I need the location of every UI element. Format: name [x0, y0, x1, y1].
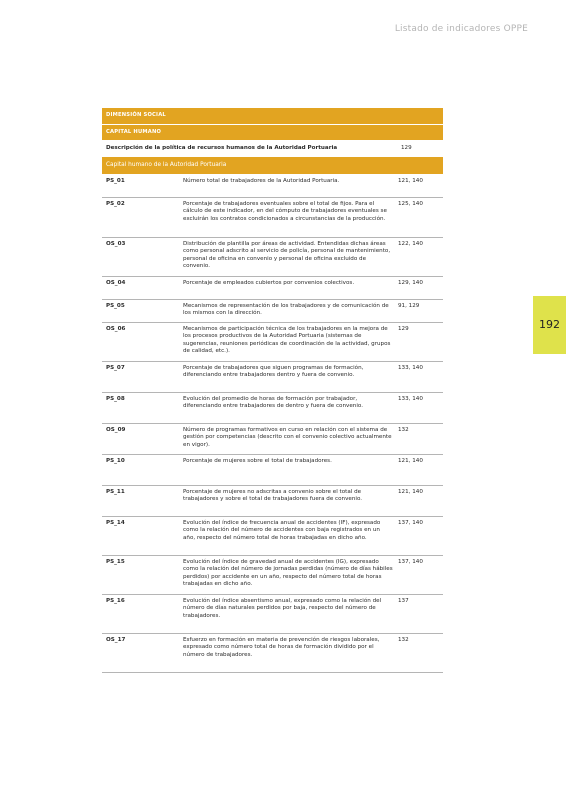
indicator-description: Porcentaje de trabajadores eventuales sobre el total de fijos. Para el cálculo de este indicador, en del cómputo de trabajadores eventuales se excluirán los contratos condicionados a circunstancias de la producción. [183, 201, 387, 222]
table-row [102, 175, 443, 198]
indicator-code: OS_03 [106, 241, 126, 247]
section-header [102, 108, 443, 125]
table-row [102, 455, 443, 486]
indicator-code: PS_02 [106, 201, 125, 207]
indicator-pages: 132 [398, 637, 409, 643]
indicator-description: Evolución del índice de gravedad anual de accidentes (IG), expresado como la relación del número de jornadas perdidas (número de días hábiles perdidos) por accidente en un año, respecto del número total de horas trabajadas en dicho año. [183, 559, 393, 588]
table-row [102, 300, 443, 323]
indicator-pages: 129, 140 [398, 280, 423, 286]
indicator-code: PS_08 [106, 396, 125, 402]
indicator-pages: 121, 140 [398, 489, 423, 495]
indicator-code: OS_09 [106, 427, 126, 433]
table-row [102, 634, 443, 673]
indicator-pages: 133, 140 [398, 396, 423, 402]
indicator-pages: 121, 140 [398, 178, 423, 184]
indicator-pages: 133, 140 [398, 365, 423, 371]
indicator-pages: 91, 129 [398, 303, 420, 309]
indicator-code: OS_04 [106, 280, 126, 286]
indicator-description: Porcentaje de empleados cubiertos por convenios colectivos. [183, 280, 355, 286]
indicator-code: PS_14 [106, 520, 125, 526]
indicator-code: PS_10 [106, 458, 125, 464]
page-number: 192 [539, 318, 560, 331]
indicators-table [102, 108, 443, 673]
description-text: Descripción de la política de recursos humanos de la Autoridad Portuaria [106, 145, 338, 152]
indicator-description: Porcentaje de mujeres sobre el total de trabajadores. [183, 458, 332, 464]
indicator-description: Distribución de plantilla por áreas de actividad. Entendidas dichas áreas como personal adscrito al servicio de policía, personal de mantenimiento, personal de oficina en convenio y personal de oficina excluido de convenio. [183, 241, 391, 270]
table-row [102, 323, 443, 362]
subsection-title: CAPITAL HUMANO [106, 128, 162, 135]
indicator-description: Porcentaje de mujeres no adscritas a convenio sobre el total de trabajadores y sobre el total de trabajadores fuera de convenio. [183, 489, 363, 503]
indicator-description: Evolución del índice absentismo anual, expresado como la relación del número de días naturales perdidos por baja, respecto del número de trabajadores. [183, 598, 382, 619]
page-header-title: Listado de indicadores OPPE [394, 24, 528, 34]
indicator-description: Número de programas formativos en curso en relación con el sistema de gestión por competencias (descrito con el convenio colectivo actualmente en vigor). [183, 427, 392, 448]
table-row [102, 238, 443, 277]
table-row [102, 198, 443, 238]
indicator-description: Evolución del promedio de horas de formación por trabajador, diferenciando entre trabajadores de dentro y fuera de convenio. [183, 396, 363, 410]
indicator-code: PS_15 [106, 559, 125, 565]
indicator-description: Porcentaje de trabajadores que siguen programas de formación, diferenciando entre trabajadores dentro y fuera de convenio. [183, 365, 364, 379]
table-row [102, 486, 443, 517]
indicator-pages: 137, 140 [398, 559, 423, 565]
indicator-pages: 132 [398, 427, 409, 433]
indicator-pages: 125, 140 [398, 201, 423, 207]
table-row [102, 393, 443, 424]
indicator-code: PS_16 [106, 598, 125, 604]
indicator-code: OS_06 [106, 326, 126, 332]
indicator-pages: 137, 140 [398, 520, 423, 526]
indicator-pages: 122, 140 [398, 241, 423, 247]
description-pages: 129 [401, 145, 412, 152]
indicator-pages: 121, 140 [398, 458, 423, 464]
page-number-tab [533, 296, 566, 354]
table-row [102, 424, 443, 455]
table-row [102, 517, 443, 556]
indicator-description: Esfuerzo en formación en materia de prevención de riesgos laborales, expresado como número total de horas de formación dividido por el número de trabajadores. [183, 637, 380, 658]
indicator-code: PS_05 [106, 303, 125, 309]
indicator-pages: 137 [398, 598, 409, 604]
table-row [102, 556, 443, 595]
group-title: Capital humano de la Autoridad Portuaria [106, 162, 227, 169]
indicator-description: Número total de trabajadores de la Autoridad Portuaria. [183, 178, 340, 184]
indicator-description: Mecanismos de participación técnica de los trabajadores en la mejora de los procesos productivos de la Autoridad Portuaria (sistemas de sugerencias, reuniones periódicas de coordinación de la actividad, grupos de calidad, etc.). [183, 326, 391, 355]
table-row [102, 595, 443, 634]
indicator-description: Mecanismos de representación de los trabajadores y de comunicación de los mismos con la dirección. [183, 303, 389, 317]
table-row [102, 362, 443, 393]
table-row [102, 277, 443, 300]
indicator-code: PS_11 [106, 489, 125, 495]
description-row [102, 141, 443, 158]
indicator-code: PS_01 [106, 178, 125, 184]
indicator-pages: 129 [398, 326, 409, 332]
indicator-code: OS_17 [106, 637, 126, 643]
subsection-header [102, 125, 443, 141]
indicator-code: PS_07 [106, 365, 125, 371]
indicator-description: Evolución del índice de frecuencia anual de accidentes (IF), expresado como la relación del número de accidentes con baja registrados en un año, respecto del número total de horas trabajadas en dicho año. [183, 520, 381, 541]
group-header [102, 158, 443, 175]
section-title: DIMENSIÓN SOCIAL [106, 112, 166, 119]
